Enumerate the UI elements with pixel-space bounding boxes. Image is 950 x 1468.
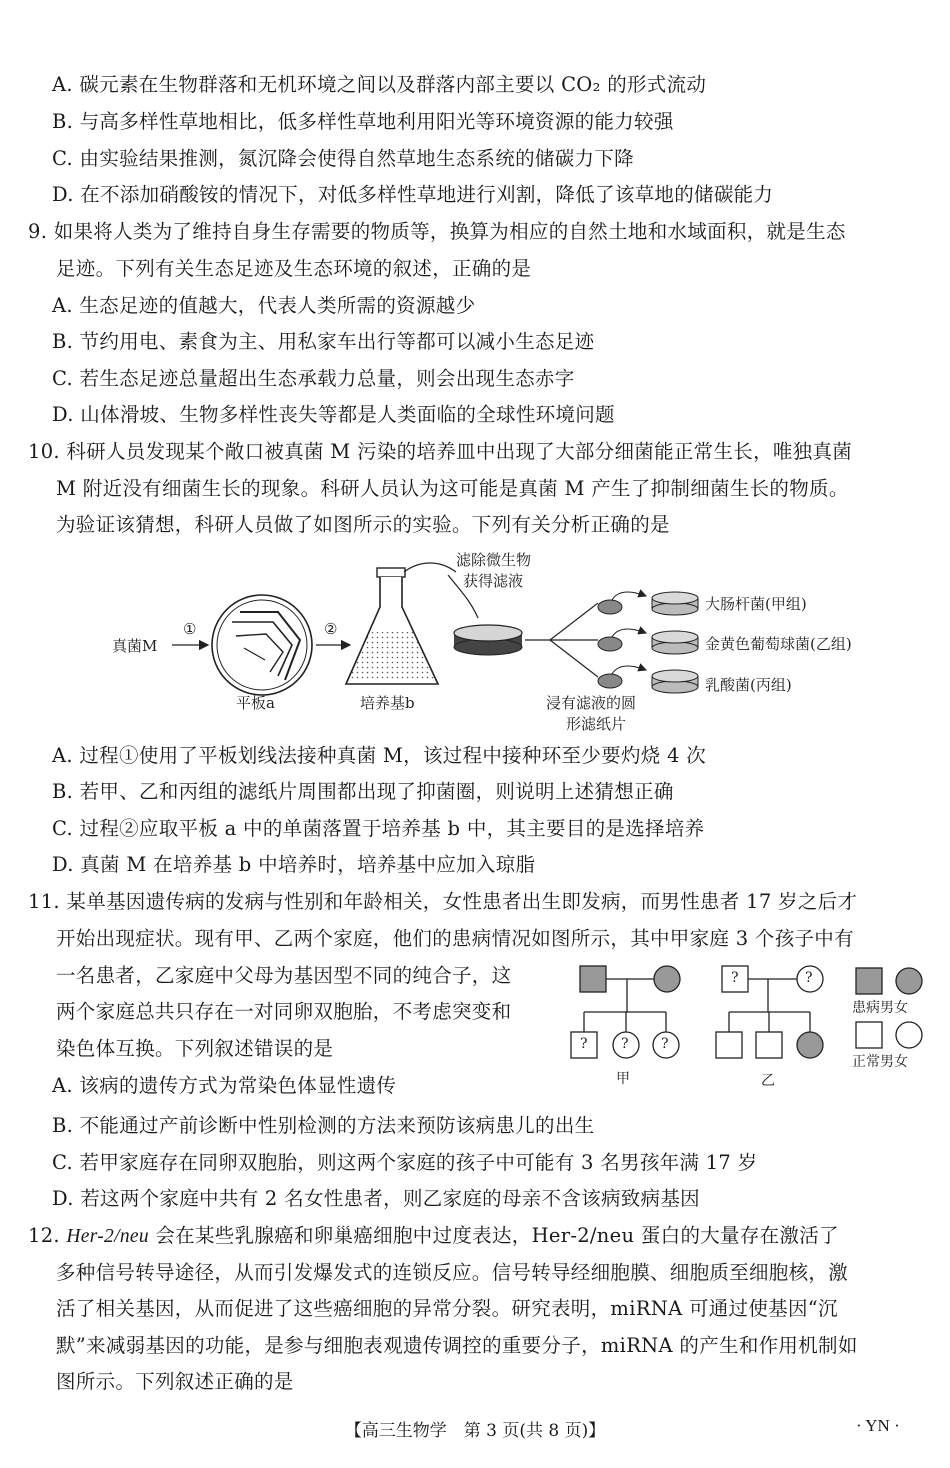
q11-stem-line5: 染色体互换。下列叙述错误的是: [56, 1037, 334, 1060]
legend-normal-male: [856, 1022, 882, 1048]
q10-option-b: B. 若甲、乙和丙组的滤纸片周围都出现了抑菌圈，则说明上述猜想正确: [52, 780, 674, 803]
fam-b-child-1: [716, 1032, 742, 1058]
q12-stem-line2: 多种信号转导途径，从而引发爆发式的连锁反应。信号转导经细胞膜、细胞质至细胞核，激: [56, 1261, 849, 1284]
qmark-a-child-2: ?: [621, 1036, 629, 1052]
fam-a-mother: [654, 966, 680, 992]
q10-option-a: A. 过程①使用了平板划线法接种真菌 M，该过程中接种环至少要灼烧 4 次: [52, 744, 707, 767]
label-family-a: 甲: [616, 1071, 630, 1087]
q10-stem-line1: 10. 科研人员发现某个敞口被真菌 M 污染的培养皿中出现了大部分细菌能正常生长，唯独真菌: [28, 440, 853, 463]
q11-option-b: B. 不能通过产前诊断中性别检测的方法来预防该病患儿的出生: [52, 1114, 595, 1137]
q9-option-b: B. 节约用电、素食为主、用私家车出行等都可以减小生态足迹: [52, 330, 595, 353]
label-group-c: 乳酸菌(丙组): [705, 676, 792, 694]
q11-option-c: C. 若甲家庭存在同卵双胞胎，则这两个家庭的孩子中可能有 3 名男孩年满 17 岁: [52, 1151, 758, 1174]
q10-stem-line3: 为验证该猜想，科研人员做了如图所示的实验。下列有关分析正确的是: [56, 513, 670, 536]
label-filter-1: 滤除微生物: [456, 551, 532, 569]
fam-b-child-2: [756, 1032, 782, 1058]
q8-option-a: A. 碳元素在生物群落和无机环境之间以及群落内部主要以 CO₂ 的形式流动: [52, 73, 707, 96]
qmark-a-child-1: ?: [580, 1036, 588, 1052]
q11-option-d: D. 若这两个家庭中共有 2 名女性患者，则乙家庭的母亲不含该病致病基因: [52, 1187, 700, 1210]
q11-option-a: A. 该病的遗传方式为常染色体显性遗传: [52, 1074, 397, 1097]
q11-stem-line2: 开始出现症状。现有甲、乙两个家庭，他们的患病情况如图所示，其中甲家庭 3 个孩子中有: [56, 927, 854, 950]
label-paper-1: 浸有滤液的圆: [546, 694, 637, 712]
q11-stem-line1: 11. 某单基因遗传病的发病与性别和年龄相关，女性患者出生即发病，而男性患者 17 岁之后才: [28, 890, 858, 913]
legend-affected-male: [856, 968, 882, 994]
q8-option-c: C. 由实验结果推测，氮沉降会使得自然草地生态系统的储碳力下降: [52, 147, 634, 170]
label-medium-b: 培养基b: [360, 694, 415, 712]
label-fungus-m: 真菌M: [112, 637, 158, 655]
legend-normal-label: 正常男女: [852, 1054, 908, 1070]
q12-stem-line1: [28, 1223, 839, 1250]
q9-stem-line2: 足迹。下列有关生态足迹及生态环境的叙述，正确的是: [56, 257, 532, 280]
q9-option-c: C. 若生态足迹总量超出生态承载力总量，则会出现生态赤字: [52, 367, 575, 390]
q9-option-a: A. 生态足迹的值越大，代表人类所需的资源越少: [52, 294, 476, 317]
fam-a-father: [580, 966, 606, 992]
q10-option-d: D. 真菌 M 在培养基 b 中培养时，培养基中应加入琼脂: [52, 853, 536, 876]
qmark-b-father: ?: [731, 970, 739, 986]
q8-option-d: D. 在不添加硝酸铵的情况下，对低多样性草地进行刈割，降低了该草地的储碳能力: [52, 183, 774, 206]
q11-stem-line4: 两个家庭总共只存在一对同卵双胞胎，不考虑突变和: [56, 1000, 512, 1023]
q12-line1-text: 会在某些乳腺癌和卵巢癌细胞中过度表达，Her-2/neu 蛋白的大量存在激活了: [148, 1224, 839, 1247]
q12-stem-line5: 图所示。下列叙述正确的是: [56, 1370, 294, 1393]
q12-gene-name: Her-2/neu: [66, 1226, 149, 1247]
label-plate-a: 平板a: [236, 694, 275, 712]
q9-stem-line1: 9. 如果将人类为了维持自身生存需要的物质等，换算为相应的自然土地和水域面积，就是生态: [28, 220, 846, 243]
q10-option-c: C. 过程②应取平板 a 中的单菌落置于培养基 b 中，其主要目的是选择培养: [52, 817, 705, 840]
qmark-b-mother: ?: [805, 970, 813, 986]
footer-code: · YN ·: [856, 1416, 900, 1435]
q12-number: 12.: [28, 1224, 60, 1247]
page-footer: 【高三生物学 第 3 页(共 8 页)】: [344, 1421, 606, 1441]
label-filter-2: 获得滤液: [463, 572, 524, 590]
q8-option-b: B. 与高多样性草地相比，低多样性草地利用阳光等环境资源的能力较强: [52, 110, 674, 133]
legend-normal-female: [896, 1022, 922, 1048]
q12-stem-line3: 活了相关基因，从而促进了这些癌细胞的异常分裂。研究表明，miRNA 可通过使基因“沉: [56, 1297, 838, 1320]
legend-affected-label: 患病男女: [852, 1000, 908, 1016]
label-step1: ①: [183, 620, 197, 638]
label-group-b: 金黄色葡萄球菌(乙组): [705, 635, 852, 653]
label-paper-2: 形滤纸片: [566, 715, 627, 733]
qmark-a-child-3: ?: [661, 1036, 669, 1052]
fam-b-child-3: [797, 1032, 823, 1058]
q11-stem-line3: 一名患者，乙家庭中父母为基因型不同的纯合子，这: [56, 964, 512, 987]
q9-option-d: D. 山体滑坡、生物多样性丧失等都是人类面临的全球性环境问题: [52, 403, 615, 426]
label-step2: ②: [324, 620, 338, 638]
label-family-b: 乙: [761, 1073, 775, 1089]
q12-stem-line4: 默”来减弱基因的功能，是参与细胞表观遗传调控的重要分子，miRNA 的产生和作用机制如: [56, 1334, 858, 1357]
legend-affected-female: [896, 968, 922, 994]
label-group-a: 大肠杆菌(甲组): [705, 595, 807, 613]
q10-stem-line2: M 附近没有细菌生长的现象。科研人员认为这可能是真菌 M 产生了抑制细菌生长的物质。: [56, 477, 849, 500]
